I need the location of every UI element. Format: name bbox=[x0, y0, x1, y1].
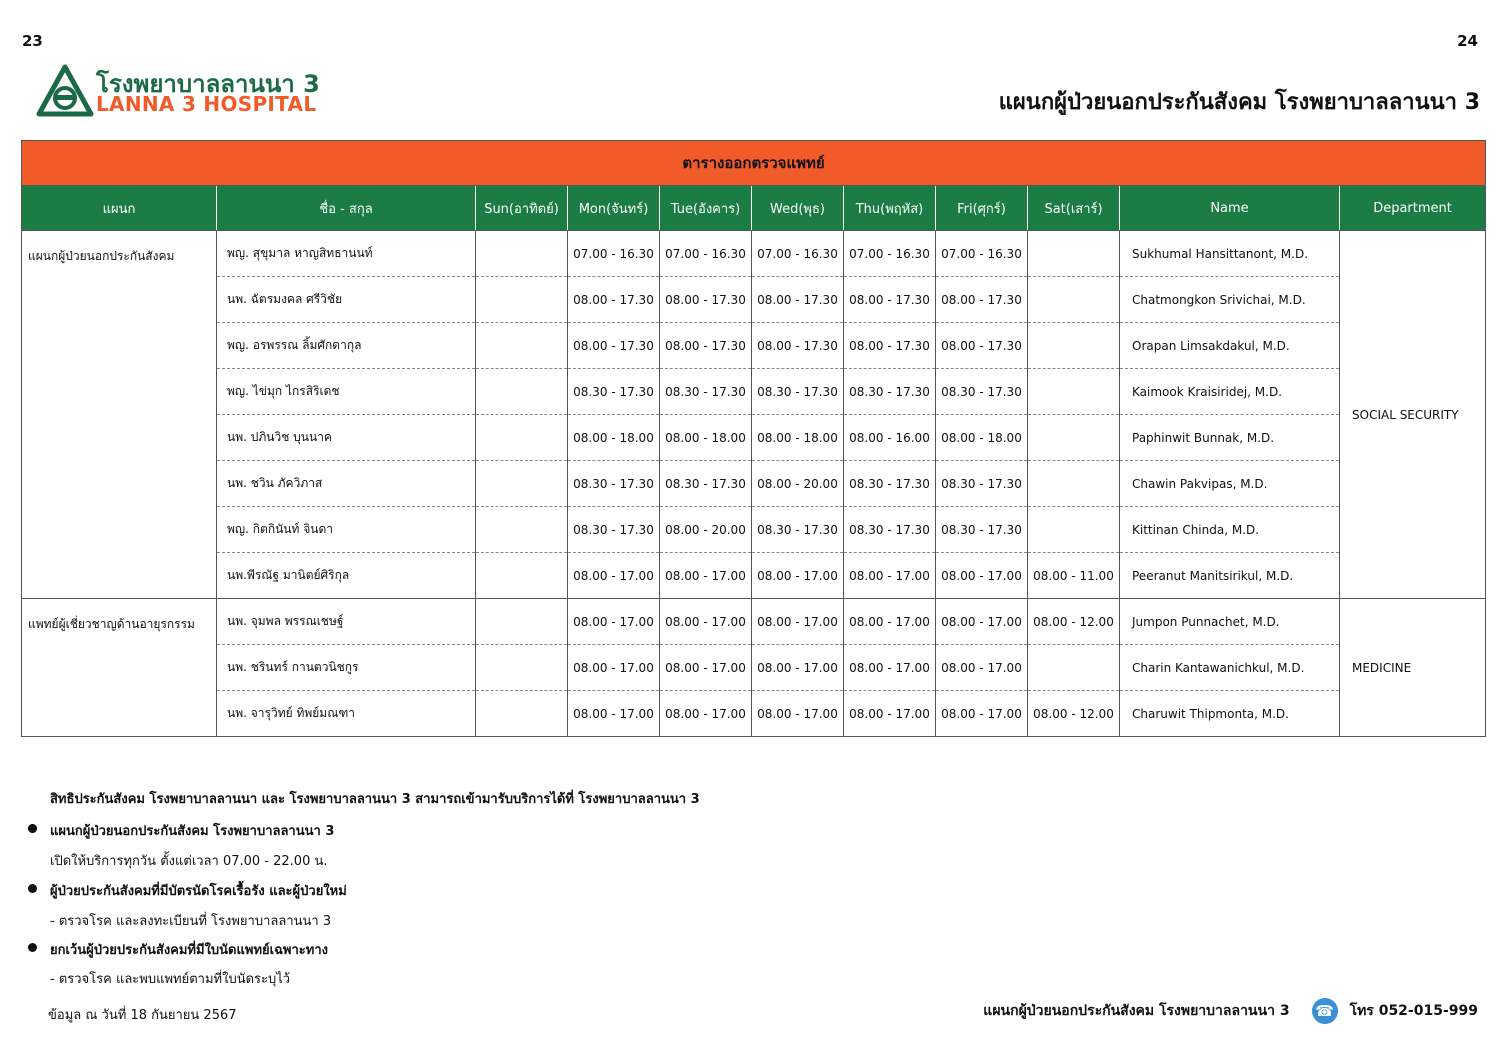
doctor-name-th: พญ. สุขุมาล หาญสิทธานนท์ bbox=[217, 231, 476, 277]
schedule-cell-wed: 08.00 - 17.00 bbox=[752, 645, 844, 691]
schedule-cell-mon: 08.00 - 17.00 bbox=[568, 645, 660, 691]
schedule-cell-fri: 08.00 - 17.30 bbox=[936, 323, 1028, 369]
column-header: Sun(อาทิตย์) bbox=[476, 186, 568, 231]
schedule-cell-wed: 08.30 - 17.30 bbox=[752, 369, 844, 415]
footer-contact bbox=[983, 996, 1478, 1026]
note-item-title: แผนกผู้ป่วยนอกประกันสังคม โรงพยาบาลลานนา 3 bbox=[50, 820, 334, 841]
schedule-cell-thu: 08.00 - 17.00 bbox=[844, 599, 936, 645]
doctor-name-en: Kaimook Kraisiridej, M.D. bbox=[1120, 369, 1340, 415]
column-header: Department bbox=[1340, 186, 1486, 231]
schedule-cell-mon: 08.00 - 17.00 bbox=[568, 553, 660, 599]
doctor-name-en: Chawin Pakvipas, M.D. bbox=[1120, 461, 1340, 507]
schedule-cell-wed: 08.00 - 17.00 bbox=[752, 553, 844, 599]
bullet-icon bbox=[28, 884, 37, 893]
schedule-cell-tue: 08.00 - 17.00 bbox=[660, 599, 752, 645]
schedule-cell-sun bbox=[476, 691, 568, 737]
page-number-right: 24 bbox=[1457, 32, 1478, 50]
schedule-cell-sat bbox=[1028, 507, 1120, 553]
schedule-cell-tue: 08.00 - 17.30 bbox=[660, 323, 752, 369]
logo-english-text: LANNA 3 HOSPITAL bbox=[96, 92, 317, 116]
table-row bbox=[22, 231, 1486, 277]
table-row bbox=[22, 599, 1486, 645]
schedule-cell-thu: 08.00 - 16.00 bbox=[844, 415, 936, 461]
doctor-name-en: Sukhumal Hansittanont, M.D. bbox=[1120, 231, 1340, 277]
note-item-detail: - ตรวจโรค และพบแพทย์ตามที่ใบนัดระบุไว้ bbox=[50, 972, 291, 987]
doctor-name-th: นพ. ชรินทร์ กานตวนิชกูร bbox=[217, 645, 476, 691]
doctor-schedule-table bbox=[21, 140, 1486, 737]
schedule-cell-tue: 08.00 - 18.00 bbox=[660, 415, 752, 461]
schedule-cell-wed: 07.00 - 16.30 bbox=[752, 231, 844, 277]
column-header: Wed(พุธ) bbox=[752, 186, 844, 231]
table-row bbox=[22, 507, 1486, 553]
schedule-cell-tue: 08.30 - 17.30 bbox=[660, 461, 752, 507]
schedule-cell-sun bbox=[476, 461, 568, 507]
schedule-cell-mon: 08.00 - 18.00 bbox=[568, 415, 660, 461]
column-header: Fri(ศุกร์) bbox=[936, 186, 1028, 231]
doctor-name-en: Orapan Limsakdakul, M.D. bbox=[1120, 323, 1340, 369]
schedule-cell-wed: 08.00 - 17.30 bbox=[752, 277, 844, 323]
schedule-cell-sun bbox=[476, 369, 568, 415]
schedule-cell-sun bbox=[476, 553, 568, 599]
schedule-cell-tue: 08.30 - 17.30 bbox=[660, 369, 752, 415]
schedule-cell-wed: 08.30 - 17.30 bbox=[752, 507, 844, 553]
table-row bbox=[22, 691, 1486, 737]
schedule-cell-mon: 08.00 - 17.30 bbox=[568, 323, 660, 369]
column-header: ชื่อ - สกุล bbox=[217, 186, 476, 231]
page-number-left: 23 bbox=[22, 32, 43, 50]
schedule-cell-mon: 08.30 - 17.30 bbox=[568, 461, 660, 507]
footer-date: ข้อมูล ณ วันที่ 18 กันยายน 2567 bbox=[48, 1008, 237, 1023]
hospital-logo bbox=[36, 64, 320, 120]
schedule-cell-fri: 08.30 - 17.30 bbox=[936, 369, 1028, 415]
schedule-cell-sat bbox=[1028, 461, 1120, 507]
schedule-cell-thu: 08.00 - 17.00 bbox=[844, 645, 936, 691]
note-item-title: ผู้ป่วยประกันสังคมที่มีบัตรนัดโรคเรื้อรัง และผู้ป่วยใหม่ bbox=[50, 884, 347, 899]
schedule-cell-sun bbox=[476, 277, 568, 323]
doctor-name-en: Charuwit Thipmonta, M.D. bbox=[1120, 691, 1340, 737]
schedule-cell-mon: 08.30 - 17.30 bbox=[568, 369, 660, 415]
bullet-icon bbox=[28, 824, 37, 833]
schedule-cell-thu: 08.00 - 17.30 bbox=[844, 277, 936, 323]
table-header-row bbox=[22, 186, 1486, 231]
doctor-name-th: นพ. ชวิน ภัควิภาส bbox=[217, 461, 476, 507]
doctor-name-en: Charin Kantawanichkul, M.D. bbox=[1120, 645, 1340, 691]
column-header: Thu(พฤหัส) bbox=[844, 186, 936, 231]
doctor-name-en: Kittinan Chinda, M.D. bbox=[1120, 507, 1340, 553]
doctor-name-th: นพ. ฉัตรมงคล ศรีวิชัย bbox=[217, 277, 476, 323]
note-item-detail: - ตรวจโรค และลงทะเบียนที่ โรงพยาบาลลานนา 3 bbox=[50, 914, 332, 929]
schedule-cell-fri: 08.00 - 17.00 bbox=[936, 553, 1028, 599]
schedule-cell-sat: 08.00 - 12.00 bbox=[1028, 691, 1120, 737]
schedule-cell-sat: 08.00 - 12.00 bbox=[1028, 599, 1120, 645]
doctor-name-en: Chatmongkon Srivichai, M.D. bbox=[1120, 277, 1340, 323]
table-row bbox=[22, 553, 1486, 599]
doctor-name-th: นพ.พีรณัฐ มานิตย์ศิริกุล bbox=[217, 553, 476, 599]
schedule-cell-mon: 08.00 - 17.30 bbox=[568, 277, 660, 323]
note-item-detail: เปิดให้บริการทุกวัน ตั้งแต่เวลา 07.00 - 22.00 น. bbox=[50, 854, 328, 869]
schedule-cell-tue: 08.00 - 17.00 bbox=[660, 645, 752, 691]
schedule-cell-tue: 08.00 - 20.00 bbox=[660, 507, 752, 553]
note-item-title: ยกเว้นผู้ป่วยประกันสังคมที่มีใบนัดแพทย์เฉพาะทาง bbox=[50, 943, 328, 958]
schedule-cell-mon: 07.00 - 16.30 bbox=[568, 231, 660, 277]
doctor-name-th: นพ. จารุวิทย์ ทิพย์มณฑา bbox=[217, 691, 476, 737]
table-row bbox=[22, 369, 1486, 415]
schedule-cell-wed: 08.00 - 17.00 bbox=[752, 599, 844, 645]
page-title: แผนกผู้ป่วยนอกประกันสังคม โรงพยาบาลลานนา 3 bbox=[998, 90, 1480, 115]
department-en-cell: MEDICINE bbox=[1340, 599, 1486, 737]
column-header: Tue(อังคาร) bbox=[660, 186, 752, 231]
schedule-cell-thu: 08.30 - 17.30 bbox=[844, 507, 936, 553]
schedule-cell-tue: 08.00 - 17.30 bbox=[660, 277, 752, 323]
schedule-cell-thu: 08.00 - 17.00 bbox=[844, 691, 936, 737]
schedule-cell-mon: 08.00 - 17.00 bbox=[568, 691, 660, 737]
department-th-cell: แพทย์ผู้เชี่ยวชาญด้านอายุรกรรม bbox=[22, 599, 217, 737]
schedule-cell-wed: 08.00 - 20.00 bbox=[752, 461, 844, 507]
schedule-cell-sun bbox=[476, 231, 568, 277]
column-header: แผนก bbox=[22, 186, 217, 231]
schedule-cell-fri: 07.00 - 16.30 bbox=[936, 231, 1028, 277]
column-header: Mon(จันทร์) bbox=[568, 186, 660, 231]
schedule-body bbox=[22, 231, 1486, 737]
schedule-cell-fri: 08.00 - 18.00 bbox=[936, 415, 1028, 461]
schedule-cell-tue: 07.00 - 16.30 bbox=[660, 231, 752, 277]
schedule-cell-sun bbox=[476, 415, 568, 461]
schedule-cell-thu: 08.00 - 17.30 bbox=[844, 323, 936, 369]
schedule-cell-mon: 08.30 - 17.30 bbox=[568, 507, 660, 553]
schedule-cell-sat bbox=[1028, 415, 1120, 461]
doctor-name-th: พญ. กิตกินันท์ จินดา bbox=[217, 507, 476, 553]
table-row bbox=[22, 415, 1486, 461]
logo-thai-text: โรงพยาบาลลานนา 3 bbox=[96, 70, 320, 98]
doctor-name-en: Jumpon Punnachet, M.D. bbox=[1120, 599, 1340, 645]
schedule-cell-fri: 08.00 - 17.00 bbox=[936, 599, 1028, 645]
column-header: Name bbox=[1120, 186, 1340, 231]
schedule-cell-sun bbox=[476, 599, 568, 645]
department-th-cell: แผนกผู้ป่วยนอกประกันสังคม bbox=[22, 231, 217, 599]
doctor-name-th: พญ. ไข่มุก ไกรสิริเดช bbox=[217, 369, 476, 415]
doctor-name-en: Paphinwit Bunnak, M.D. bbox=[1120, 415, 1340, 461]
schedule-cell-sat bbox=[1028, 323, 1120, 369]
schedule-cell-sat bbox=[1028, 277, 1120, 323]
schedule-cell-sat bbox=[1028, 369, 1120, 415]
footer-department: แผนกผู้ป่วยนอกประกันสังคม โรงพยาบาลลานนา 3 bbox=[983, 1003, 1290, 1019]
schedule-cell-sat bbox=[1028, 231, 1120, 277]
schedule-cell-thu: 08.00 - 17.00 bbox=[844, 553, 936, 599]
schedule-cell-fri: 08.00 - 17.00 bbox=[936, 691, 1028, 737]
department-en-cell: SOCIAL SECURITY bbox=[1340, 231, 1486, 599]
bullet-icon bbox=[28, 943, 37, 952]
schedule-cell-fri: 08.30 - 17.30 bbox=[936, 507, 1028, 553]
schedule-cell-sun bbox=[476, 507, 568, 553]
table-row bbox=[22, 323, 1486, 369]
schedule-cell-mon: 08.00 - 17.00 bbox=[568, 599, 660, 645]
schedule-cell-sun bbox=[476, 645, 568, 691]
schedule-cell-tue: 08.00 - 17.00 bbox=[660, 691, 752, 737]
table-row bbox=[22, 645, 1486, 691]
footer-phone: โทร 052-015-999 bbox=[1349, 1003, 1478, 1019]
doctor-name-th: นพ. ปภินวิช บุนนาค bbox=[217, 415, 476, 461]
schedule-cell-wed: 08.00 - 17.30 bbox=[752, 323, 844, 369]
phone-icon: ☎ bbox=[1312, 998, 1338, 1024]
schedule-cell-wed: 08.00 - 18.00 bbox=[752, 415, 844, 461]
lanna-hospital-logo-icon bbox=[36, 64, 94, 118]
schedule-cell-wed: 08.00 - 17.00 bbox=[752, 691, 844, 737]
table-row bbox=[22, 461, 1486, 507]
schedule-cell-sat bbox=[1028, 645, 1120, 691]
doctor-name-th: พญ. อรพรรณ ลิ้มศักดากุล bbox=[217, 323, 476, 369]
schedule-cell-fri: 08.00 - 17.00 bbox=[936, 645, 1028, 691]
schedule-cell-fri: 08.00 - 17.30 bbox=[936, 277, 1028, 323]
schedule-cell-thu: 08.30 - 17.30 bbox=[844, 369, 936, 415]
schedule-cell-thu: 07.00 - 16.30 bbox=[844, 231, 936, 277]
doctor-name-th: นพ. จุมพล พรรณเชษฐ์ bbox=[217, 599, 476, 645]
table-row bbox=[22, 277, 1486, 323]
column-header: Sat(เสาร์) bbox=[1028, 186, 1120, 231]
notes-intro: สิทธิประกันสังคม โรงพยาบาลลานนา และ โรงพยาบาลลานนา 3 สามารถเข้ามารับบริการได้ที่ โรงพยาบาลลานนา 3 bbox=[50, 792, 700, 807]
schedule-cell-sun bbox=[476, 323, 568, 369]
schedule-cell-sat: 08.00 - 11.00 bbox=[1028, 553, 1120, 599]
schedule-cell-tue: 08.00 - 17.00 bbox=[660, 553, 752, 599]
schedule-cell-thu: 08.30 - 17.30 bbox=[844, 461, 936, 507]
schedule-banner: ตารางออกตรวจแพทย์ bbox=[22, 141, 1486, 186]
doctor-name-en: Peeranut Manitsirikul, M.D. bbox=[1120, 553, 1340, 599]
schedule-cell-fri: 08.30 - 17.30 bbox=[936, 461, 1028, 507]
